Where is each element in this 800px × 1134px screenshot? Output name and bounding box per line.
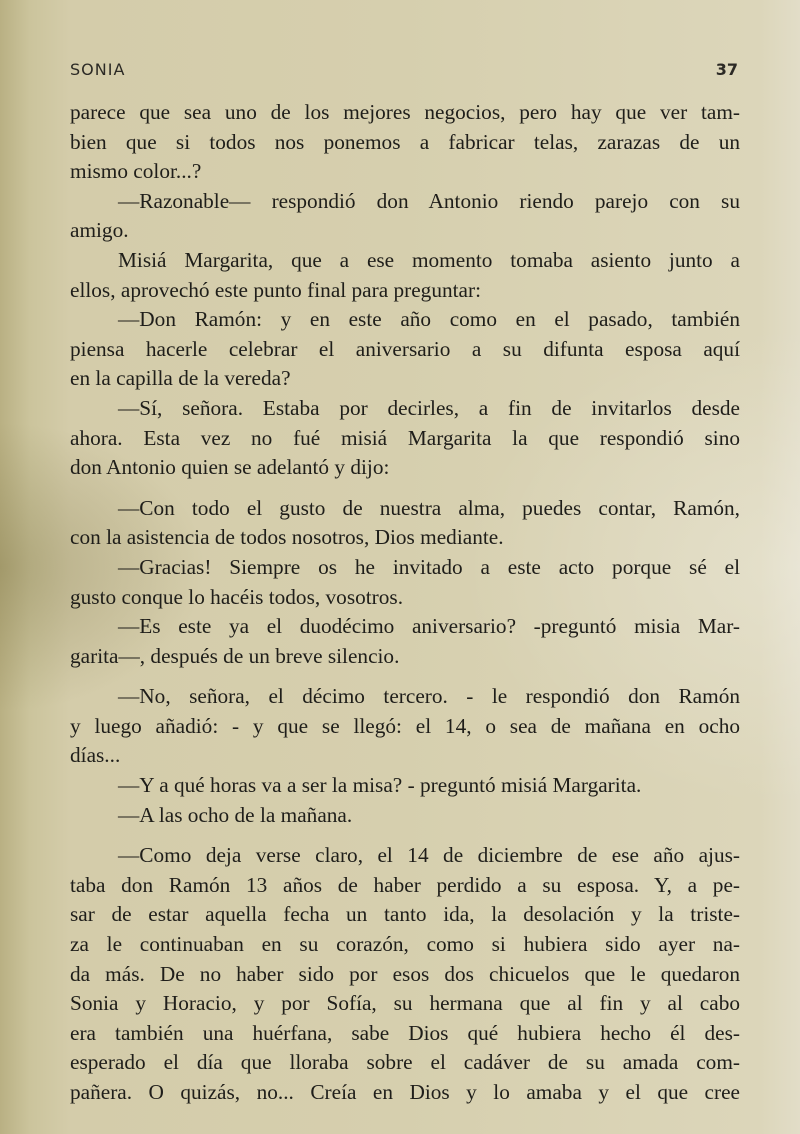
text-line: —Don Ramón: y en este año como en el pasado, también (118, 307, 740, 332)
paragraph-gap (70, 671, 740, 682)
text-line: era también una huérfana, sabe Dios qué hubiera hecho él des- (70, 1020, 740, 1045)
text-line: da más. De no haber sido por esos dos chicuelos que le quedaron (70, 961, 740, 986)
text-line: za le continuaban en su corazón, como si hubiera sido ayer na- (70, 932, 740, 957)
text-line: don Antonio quien se adelantó y dijo: (70, 455, 390, 480)
paragraph-gap (70, 830, 740, 841)
text-line: —No, señora, el décimo tercero. - le respondió don Ramón (118, 684, 740, 709)
body-text (70, 98, 740, 1108)
page-number: 37 (715, 60, 738, 79)
text-line: amigo. (70, 218, 129, 243)
text-line: en la capilla de la vereda? (70, 366, 291, 391)
text-line: gusto conque lo hacéis todos, vosotros. (70, 584, 404, 609)
text-line: —Sí, señora. Estaba por decirles, a fin de invitarlos desde (118, 395, 740, 420)
text-line: —Gracias! Siempre os he invitado a este acto porque sé el (118, 554, 740, 579)
text-line: —A las ocho de la mañana. (118, 802, 353, 827)
paragraph-gap (70, 483, 740, 494)
text-line: con la asistencia de todos nosotros, Dios mediante. (70, 525, 504, 550)
text-line: y luego añadió: - y que se llegó: el 14, o sea de mañana en ocho (70, 713, 740, 738)
text-line: —Como deja verse claro, el 14 de diciembre de ese año ajus- (118, 843, 740, 868)
text-line: —Con todo el gusto de nuestra alma, puedes contar, Ramón, (118, 495, 740, 520)
text-line: ellos, aprovechó este punto final para preguntar: (70, 277, 481, 302)
text-line: —Y a qué horas va a ser la misa? - preguntó misiá Margarita. (118, 773, 642, 798)
text-line: días... (70, 743, 121, 768)
text-line: —Es este ya el duodécimo aniversario? -preguntó misia Mar- (118, 614, 740, 639)
text-line: garita—, después de un breve silencio. (70, 643, 400, 668)
text-line: mismo color...? (70, 159, 202, 184)
text-line: Misiá Margarita, que a ese momento tomaba asiento junto a (118, 247, 740, 272)
text-line: piensa hacerle celebrar el aniversario a su difunta esposa aquí (70, 336, 740, 361)
text-line: taba don Ramón 13 años de haber perdido a su esposa. Y, a pe- (70, 872, 740, 897)
text-line: bien que si todos nos ponemos a fabricar telas, zarazas de un (70, 129, 740, 154)
text-line: —Razonable— respondió don Antonio riendo parejo con su (118, 188, 740, 213)
text-line: sar de estar aquella fecha un tanto ida, la desolación y la triste- (70, 902, 740, 927)
text-line: esperado el día que lloraba sobre el cadáver de su amada com- (70, 1050, 740, 1075)
text-line: Sonia y Horacio, y por Sofía, su hermana que al fin y al cabo (70, 991, 740, 1016)
running-title: SONIA (70, 60, 126, 79)
text-line: parece que sea uno de los mejores negocios, pero hay que ver tam- (70, 100, 740, 124)
text-line: pañera. O quizás, no... Creía en Dios y lo amaba y el que cree (70, 1080, 740, 1104)
page-header (70, 60, 738, 82)
text-line: ahora. Esta vez no fué misiá Margarita la que respondió sino (70, 425, 740, 450)
